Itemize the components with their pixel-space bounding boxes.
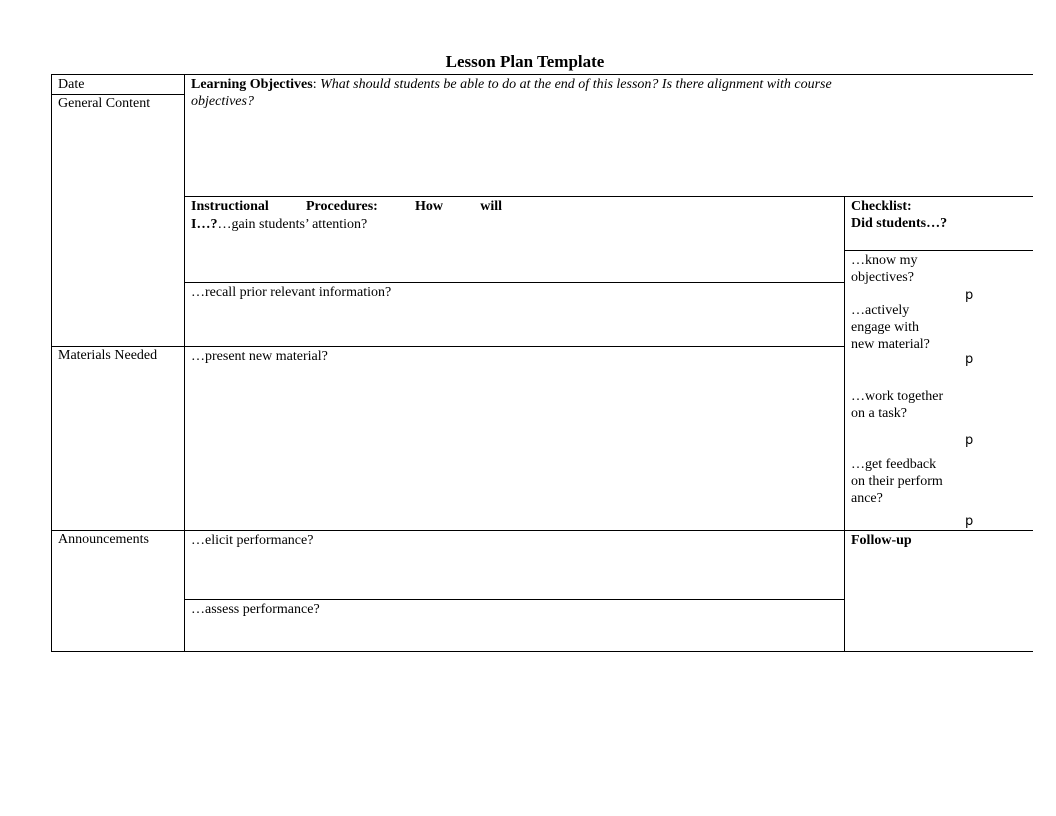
- checklist-item-3-line1: …work together: [851, 389, 944, 404]
- learning-objectives-label: Learning Objectives: [191, 77, 313, 92]
- checklist-item-2-checkbox[interactable]: p: [965, 352, 974, 367]
- table-left-border: [51, 74, 52, 652]
- checklist-item-4-line2: on their perform: [851, 474, 943, 489]
- table-bottom-border: [51, 651, 1033, 652]
- how-word: How: [415, 199, 444, 214]
- elicit-row-divider: [184, 599, 844, 600]
- learning-objectives-prompt: What should students be able to do at the end of this lesson? Is there alignment with course: [320, 77, 832, 92]
- materials-needed-label: Materials Needed: [58, 348, 158, 363]
- page-title: Lesson Plan Template: [445, 52, 605, 71]
- announcements-label: Announcements: [58, 532, 149, 547]
- table-top-border: [51, 74, 1033, 75]
- checklist-item-3-line2: on a task?: [851, 406, 907, 421]
- checklist-item-2-line1: …actively: [851, 303, 910, 318]
- checklist-item-2-line3: new material?: [851, 337, 930, 352]
- checklist-item-3: [851, 388, 943, 422]
- learning-objectives-separator: :: [312, 77, 317, 92]
- assess-performance-prompt[interactable]: …assess performance?: [191, 602, 320, 617]
- checklist-item-1: [851, 252, 918, 286]
- checklist-item-4-checkbox[interactable]: p: [965, 514, 974, 529]
- checklist-item-1-line1: …know my: [851, 253, 918, 268]
- checklist-heading-divider: [844, 250, 1033, 251]
- attention-row-divider: [184, 282, 844, 283]
- checklist-heading: Checklist:: [851, 199, 912, 214]
- instructional-word: Instructional: [191, 199, 269, 214]
- general-content-label: General Content: [58, 96, 151, 111]
- checklist-item-4: [851, 456, 943, 507]
- checklist-item-3-checkbox[interactable]: p: [965, 433, 974, 448]
- general-content-bottom-divider: [51, 346, 844, 347]
- checklist-item-2: [851, 302, 930, 353]
- date-label: Date: [58, 77, 85, 92]
- procedures-word: Procedures:: [306, 199, 378, 214]
- checklist-item-2-line2: engage with: [851, 320, 920, 335]
- follow-up-label: Follow-up: [851, 533, 912, 548]
- left-column-divider: [184, 74, 185, 652]
- will-word: will: [480, 199, 502, 214]
- learning-objectives-field[interactable]: [191, 76, 832, 93]
- instructional-procedures-heading: [191, 198, 502, 215]
- gain-attention-prompt: …gain students’ attention?: [217, 217, 368, 232]
- checklist-column-divider: [844, 196, 845, 652]
- learning-objectives-prompt-continued: objectives?: [191, 94, 254, 109]
- objectives-bottom-divider: [184, 196, 1033, 197]
- checklist-item-1-checkbox[interactable]: p: [965, 288, 974, 303]
- checklist-item-1-line2: objectives?: [851, 270, 914, 285]
- checklist-item-4-line1: …get feedback: [851, 457, 937, 472]
- gain-attention-field[interactable]: [191, 216, 367, 233]
- checklist-subheading: Did students…?: [851, 216, 948, 231]
- instructional-question-word: I…?: [191, 217, 218, 232]
- elicit-performance-prompt[interactable]: …elicit performance?: [191, 533, 314, 548]
- present-material-prompt[interactable]: …present new material?: [191, 349, 328, 364]
- recall-prior-prompt[interactable]: …recall prior relevant information?: [191, 285, 392, 300]
- checklist-item-4-line3: ance?: [851, 491, 883, 506]
- materials-bottom-divider: [51, 530, 1033, 531]
